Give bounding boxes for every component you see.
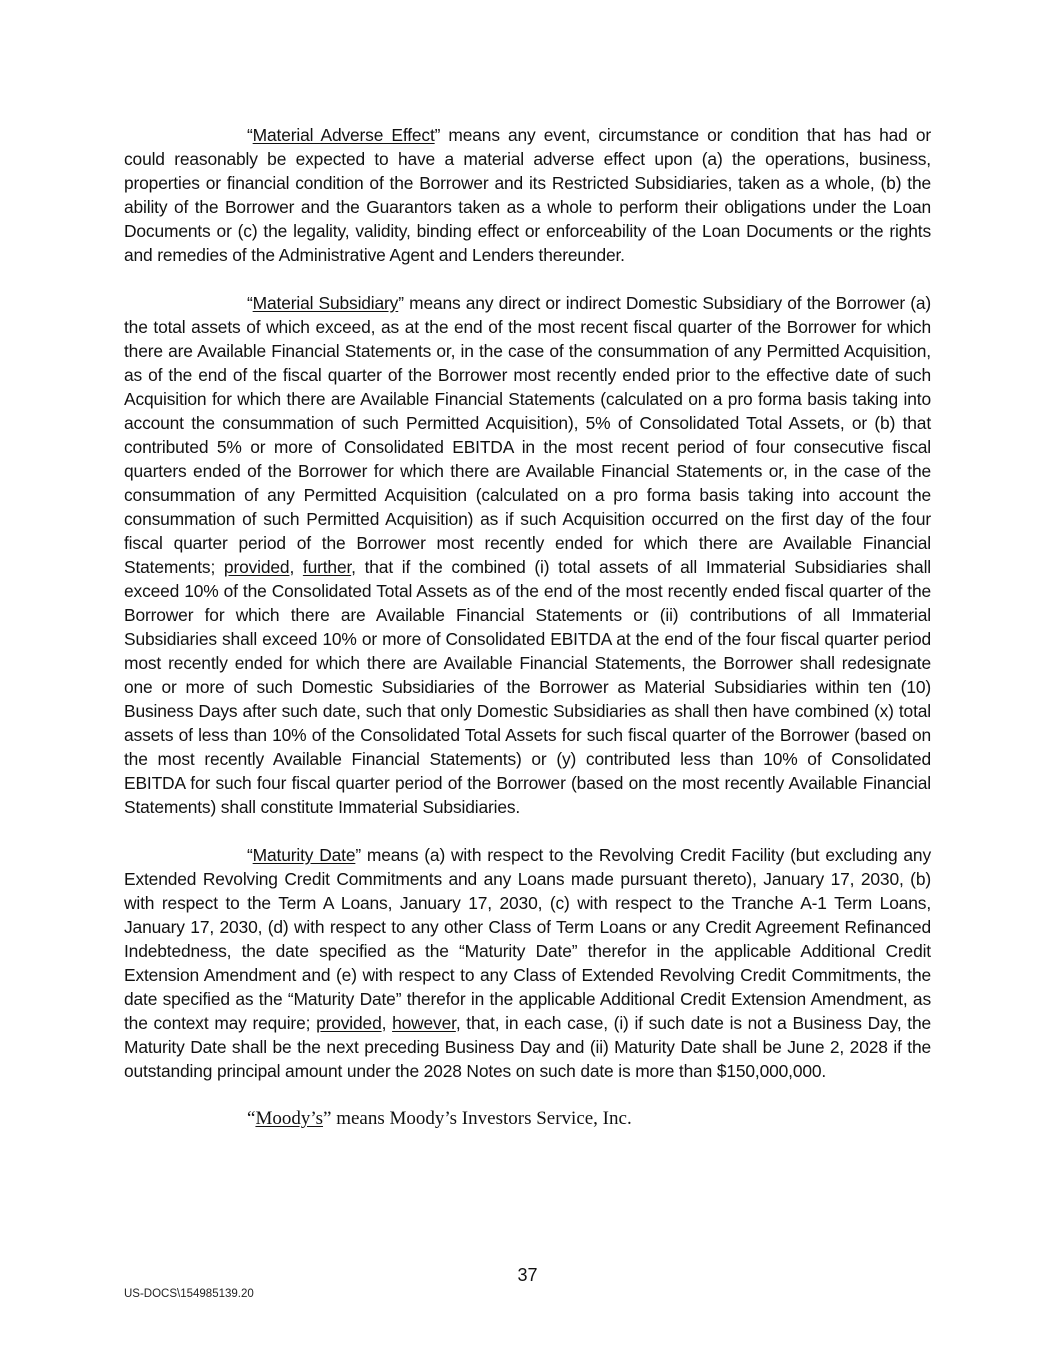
definition-maturity-date	[124, 843, 931, 1083]
close-quote: ”	[398, 293, 404, 313]
defined-term: Material Adverse Effect	[252, 125, 435, 145]
defined-term: Maturity Date	[252, 845, 356, 865]
definition-text: means any direct or indirect Domestic Subsidiary of the Borrower (a) the total assets of which exceed, as at the end of the most recent fiscal quarter of the Borrower for which there are Available Financial Statements or, in the case of the consummation of any Permitted Acquisition, as of the end of the fiscal quarter of the Borrower most recently ended prior to the effective date of such Acquisition for which there are Available Financial Statements (calculated on a pro forma basis taking into account the consummation of such Permitted Acquisition), 5% of Consolidated Total Assets, or (b) that contributed 5% or more of Consolidated EBITDA in the most recent period of four consecutive fiscal quarters ended of the Borrower for which there are Available Financial Statements or, in the case of the consummation of any Permitted Acquisition (calculated on a pro forma basis taking into account the consummation of such Permitted Acquisition) as if such Acquisition occurred on the first day of the four fiscal quarter period of the Borrower most recently ended for which there are Available Financial Statements;	[124, 293, 931, 577]
proviso-separator: ,	[381, 1013, 393, 1033]
definition-text: means any event, circumstance or condition that has had or could reasonably be expected to have a material adverse effect upon (a) the operations, business, properties or financial condition of the Borrower and its Restricted Subsidiaries, taken as a whole, (b) the ability of the Borrower and the Guarantors taken as a whole to perform their obligations under the Loan Documents or (c) the legality, validity, binding effect or enforceability of the Loan Documents or the rights and remedies of the Administrative Agent and Lenders thereunder.	[124, 125, 931, 265]
close-quote: ”	[355, 845, 362, 865]
defined-term: Moody’s	[255, 1108, 324, 1129]
definition-text: , that, in each case, (i) if such date is not a Business Day, the Maturity Date shall be the next preceding Business Day and (ii) Maturity Date shall be June 2, 2028 if the outstanding principal amount under the 2028 Notes on such date is more than $150,000,000.	[124, 1013, 932, 1081]
proviso-separator: ,	[289, 557, 303, 577]
document-id: US-DOCS\154985139.20	[124, 1288, 254, 1300]
definition-moodys	[124, 1107, 931, 1131]
close-quote: ”	[434, 125, 441, 145]
defined-term: Material Subsidiary	[252, 293, 399, 313]
document-body	[124, 123, 931, 1155]
proviso-keyword: provided	[223, 557, 290, 577]
page-number: 37	[517, 1265, 538, 1285]
open-quote: “	[247, 1108, 256, 1129]
close-quote: ”	[323, 1108, 332, 1129]
open-quote: “	[247, 293, 253, 313]
open-quote: “	[247, 125, 253, 145]
proviso-keyword: further	[302, 557, 352, 577]
open-quote: “	[247, 845, 253, 865]
definition-material-subsidiary	[124, 291, 931, 819]
definition-text: means (a) with respect to the Revolving Credit Facility (but excluding any Extended Revolving Credit Commitments and any Loans made pursuant thereto), January 17, 2030, (b) with respect to the Term A Loans, January 17, 2030, (c) with respect to the Tranche A-1 Term Loans, January 17, 2030, (d) with respect to any other Class of Term Loans or any Credit Agreement Refinanced Indebtedness, the date specified as the “Maturity Date” therefor in the applicable Additional Credit Extension Amendment and (e) with respect to any Class of Extended Revolving Credit Commitments, the date specified as the “Maturity Date” therefor in the applicable Additional Credit Extension Amendment, as the context may require;	[124, 845, 931, 1033]
definition-text: , that if the combined (i) total assets of all Immaterial Subsidiaries shall exceed 10% of the Consolidated Total Assets as of the end of the most recently ended fiscal quarter of the Borrower for which there are Available Financial Statements or (ii) contributions of all Immaterial Subsidiaries shall exceed 10% or more of Consolidated EBITDA at the end of the four fiscal quarter period most recently ended for which there are Available Financial Statements, the Borrower shall redesignate one or more of such Domestic Subsidiaries of the Borrower as Material Subsidiaries within ten (10) Business Days after such date, such that only Domestic Subsidiaries as shall then have combined (x) total assets of less than 10% of the Consolidated Total Assets for such fiscal quarter of the Borrower (based on the most recently Available Financial Statements) or (y) contributed less than 10% of Consolidated EBITDA for such four fiscal quarter period of the Borrower (based on the most recently Available Financial Statements) shall constitute Immaterial Subsidiaries.	[124, 557, 932, 817]
definition-material-adverse-effect	[124, 123, 931, 267]
definition-text: means Moody’s Investors Service, Inc.	[331, 1108, 632, 1129]
proviso-keyword: however	[392, 1013, 456, 1033]
proviso-keyword: provided	[316, 1013, 382, 1033]
